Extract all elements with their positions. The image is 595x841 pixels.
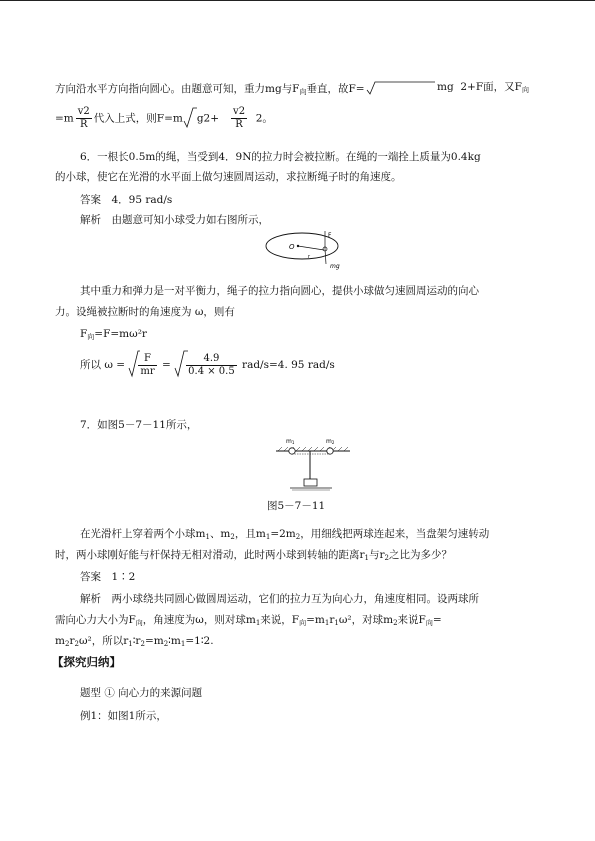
center-label-o: O <box>289 243 295 251</box>
force-label-ft: F <box>328 232 332 239</box>
q7-analysis-1: 解析 两小球绕共同圆心做圆周运动，它们的拉力互为向心力，角速度相同。设两球所 <box>80 593 479 605</box>
q6-analysis: 解析 由题意可知小球受力如右图所示， <box>80 214 269 226</box>
ball-label-m1: m1 <box>286 438 295 445</box>
q7-intro: 7．如图5－7－11所示， <box>80 419 198 431</box>
q6-line1: 6．一根长0.5m的绳，当受到4．9N的拉力时会被拉断。在绳的一端拴上质量为0.4kg <box>80 151 481 163</box>
q6-force-diagram <box>262 228 352 270</box>
q7-analysis-3: m2r2ω²，所以r1∶r2=m2∶m1=1∶2. <box>55 635 214 648</box>
q6-para1: 其中重力和弹力是一对平衡力，绳子的拉力指向圆心，提供小球做匀速圆周运动的向心 <box>80 285 479 297</box>
sqrt-sign-2 <box>183 107 197 131</box>
q7-line1: 在光滑杆上穿着两个小球m1、m2，且m1=2m2，用细线把两球连起来，当盘架匀速转动 <box>80 528 490 541</box>
q6-answer: 答案 4．95 rad/s <box>80 194 173 206</box>
q7-rotating-frame-diagram <box>270 437 356 493</box>
q6-line2: 的小球，使它在光滑的水平面上做匀速圆周运动，求拉断绳子时的角速度。 <box>55 171 402 183</box>
q7-figure-caption: 图5－7－11 <box>267 500 326 512</box>
fraction-f-mr: $\frac{F}{mr}$ <box>140 352 155 377</box>
p1-line2: =m $\frac{v2}{R}$ 代入上式，则F=m g2+ $\frac{v2}{R}$ 2。 <box>55 106 273 130</box>
example-line: 例1：如图1所示， <box>80 710 167 722</box>
section-heading: 【探究归纳】 <box>52 655 121 669</box>
fraction-v2-r-2: $\frac{v2}{R}$ <box>233 106 246 130</box>
q6-para2: 力。设绳被拉断时的角速度为 ω，则有 <box>55 306 235 318</box>
type-line: 题型 ① 向心力的来源问题 <box>80 687 203 699</box>
q6-formula-b: 所以 ω = $\frac{F}{mr}$ = $\frac{4.9}{0.4 \times 0.5}$ rad/s=4. 95 rad/s <box>80 350 335 380</box>
p1-sqrt-content: mg 2+F面，又F向 <box>437 81 529 94</box>
force-label-mg: mg <box>330 263 340 270</box>
q7-analysis-2: 需向心力大小为F向，角速度为ω，则对球m1来说，F向=m1r1ω²，对球m2来说F向= <box>55 614 442 627</box>
top-rule <box>0 0 595 1</box>
fraction-v2-r: $\frac{v2}{R}$ <box>77 106 90 130</box>
sqrt-sign <box>365 80 435 98</box>
q7-line2: 时，两小球刚好能与杆保持无相对滑动，此时两小球到转轴的距离r1与r2之比为多少？ <box>55 549 452 562</box>
ball-label-m2: m2 <box>326 438 335 445</box>
svg-text:r: r <box>308 254 311 260</box>
q6-formula-a: F向=F=mω²r <box>80 328 147 341</box>
p1-line1: 方向沿水平方向指向圆心。由题意可知，重力mg与F向垂直，故F= <box>55 80 435 98</box>
q7-answer: 答案 1∶2 <box>80 571 136 583</box>
fraction-numeric: $\frac{4.9}{0.4 \times 0.5}$ <box>188 352 235 377</box>
